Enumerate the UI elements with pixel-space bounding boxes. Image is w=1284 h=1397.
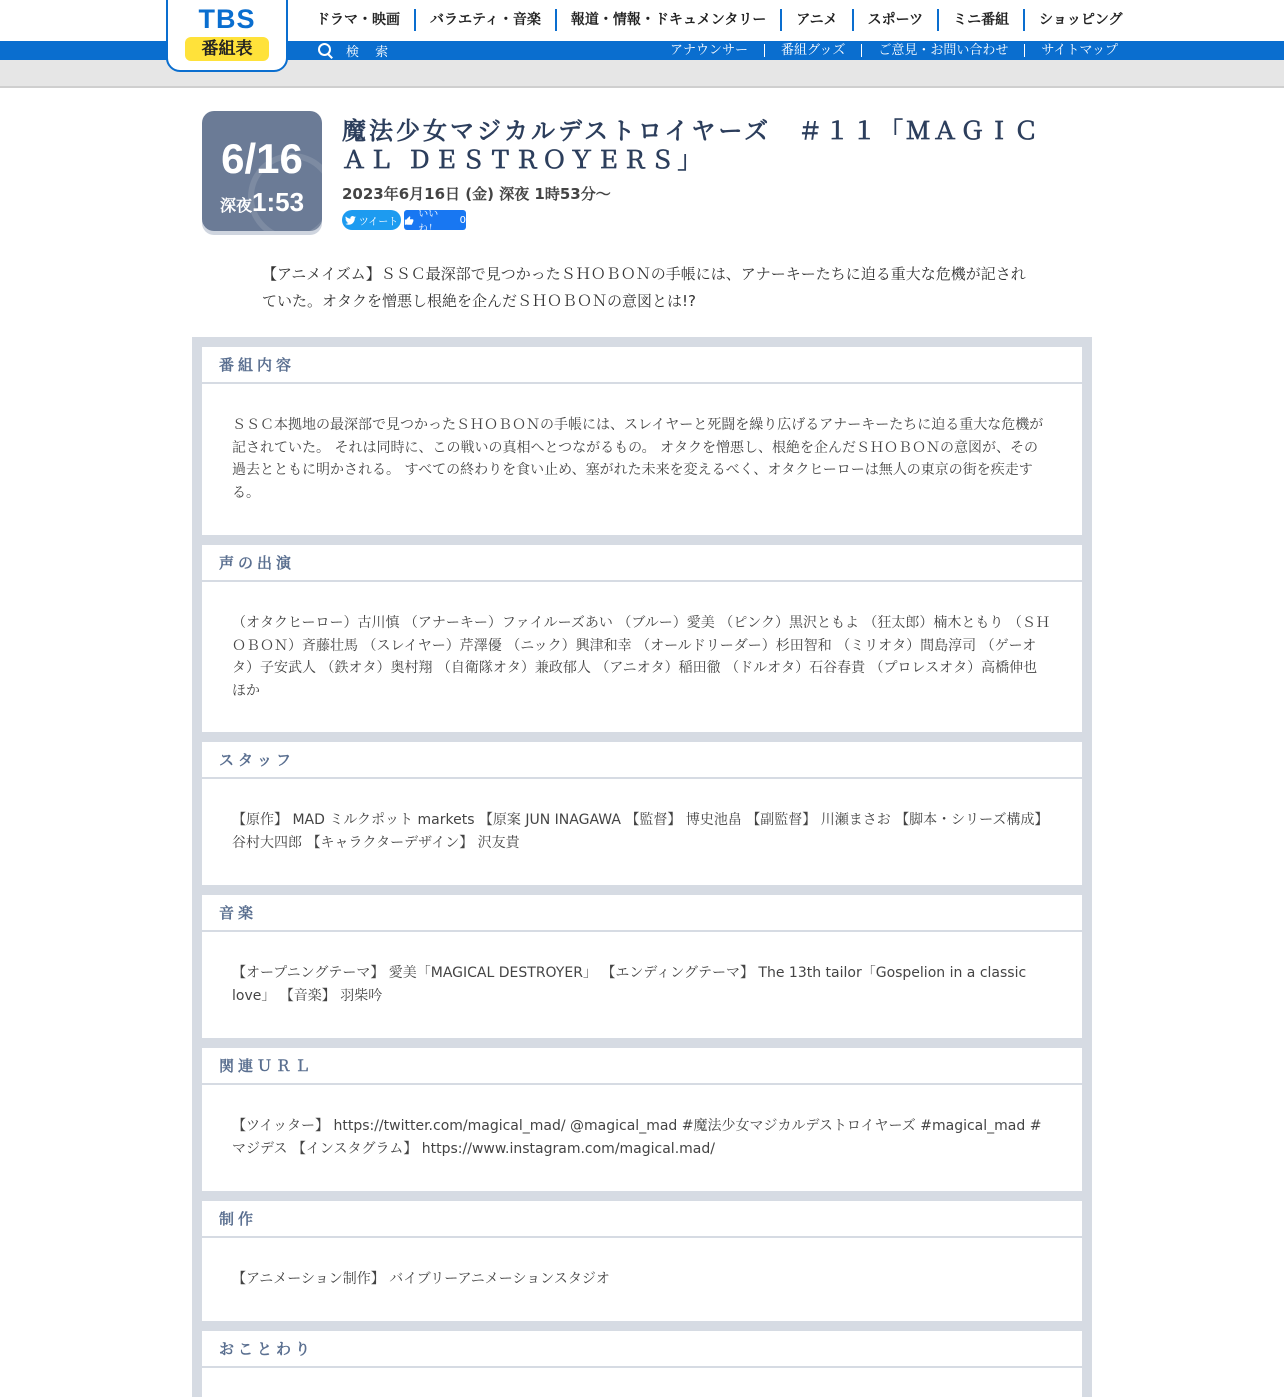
section-production: [202, 1201, 1082, 1321]
section-heading: 関連ＵＲＬ: [202, 1048, 1082, 1085]
nav-sports[interactable]: スポーツ: [852, 9, 937, 31]
nav-anime[interactable]: アニメ: [780, 9, 851, 31]
sub-nav-contact[interactable]: ご意見・お問い合わせ: [861, 44, 1024, 57]
search-icon: [318, 43, 334, 59]
section-related-urls: [202, 1048, 1082, 1191]
search-label: 検 索: [346, 45, 395, 60]
sub-nav-goods[interactable]: 番組グッズ: [764, 44, 861, 57]
nav-news-documentary[interactable]: 報道・情報・ドキュメンタリー: [555, 9, 780, 31]
social-buttons: [342, 209, 466, 235]
search-button[interactable]: [318, 41, 394, 60]
like-count: 0: [459, 214, 466, 226]
section-text: （オタクヒーロー）古川慎 （アナーキー）ファイルーズあい （ブルー）愛美 （ピンク）黒沢ともよ （狂太郎）楠木ともり （ＳＨＯＢＯＮ）斉藤壮馬 （スレイヤー）芹澤優 （ニック）興津和幸 （オールドリーダー）杉田智和 （ミリオタ）間島淳司 （ゲーオタ）子安武人 （鉄オタ）奥村翔 （自衛隊オタ）兼政郁人 （アニオタ）稲田徹 （ドルオタ）石谷春貴 （プロレスオタ）高橋伸也 ほか: [232, 615, 1050, 699]
time-prefix: 深夜: [219, 196, 252, 215]
sub-nav-announcer[interactable]: アナウンサー: [670, 43, 749, 58]
like-label: いいね！: [418, 209, 439, 235]
sub-nav-sitemap[interactable]: サイトマップ: [1024, 44, 1118, 57]
program-datetime: 2023年6月16日 (金) 深夜 1時53分〜: [342, 185, 611, 203]
logo-label: 番組表: [185, 37, 269, 61]
section-program-content: [202, 347, 1082, 535]
like-button[interactable]: [404, 209, 466, 235]
section-heading: 音楽: [202, 895, 1082, 932]
program-summary: 【アニメイズム】ＳＳＣ最深部で見つかったＳＨＯＢＯＮの手帳には、アナーキーたちに迫る重大な危機が記されていた。オタクを憎悪し根絶を企んだＳＨＯＢＯＮの意図とは!?: [262, 265, 1026, 310]
tweet-label: ツイート: [358, 216, 399, 228]
nav-drama-movie[interactable]: ドラマ・映画: [316, 12, 400, 28]
section-text: 【アニメーション制作】 バイブリーアニメーションスタジオ: [232, 1271, 610, 1287]
logo-text: TBS: [198, 4, 256, 34]
program-title: 魔法少女マジカルデストロイヤーズ ＃１１「ＭＡＧＩＣＡＬ ＤＥＳＴＲＯＹＥＲＳ」: [342, 117, 1042, 174]
tweet-button[interactable]: [342, 210, 401, 230]
section-text: 【ツイッター】 https://twitter.com/magical_mad/ @magical_mad #魔法少女マジカルデストロイヤーズ #magical_mad #マジデス 【インスタグラム】 https://www.instagram.com/magical.mad/: [232, 1118, 1042, 1157]
broadcast-time-group: [202, 187, 322, 218]
nav-shopping[interactable]: ショッピング: [1023, 9, 1136, 31]
section-heading: 声の出演: [202, 545, 1082, 582]
section-text: 【原作】 MAD ミルクポット markets 【原案 JUN INAGAWA 【監督】 博史池畠 【副監督】 川瀬まさお 【脚本・シリーズ構成】 谷村大四郎 【キャラクターデザイン】 沢友貴: [232, 812, 1049, 851]
thumbs-up-icon: [404, 215, 414, 226]
section-heading: スタッフ: [202, 742, 1082, 779]
date-badge: [202, 111, 322, 231]
section-heading: 制作: [202, 1201, 1082, 1238]
nav-variety-music[interactable]: バラエティ・音楽: [414, 9, 555, 31]
section-voice-cast: [202, 545, 1082, 732]
broadcast-time: 1:53: [251, 187, 305, 217]
section-staff: [202, 742, 1082, 885]
section-heading: おことわり: [202, 1331, 1082, 1368]
section-text: 【オープニングテーマ】 愛美「MAGICAL DESTROYER」 【エンディングテーマ】 The 13th tailor「Gospelion in a classic love」 【音楽】 羽柴吟: [232, 965, 1027, 1004]
program-details: [192, 337, 1092, 1397]
section-music: [202, 895, 1082, 1038]
main-nav: [302, 9, 1137, 31]
section-heading: 番組内容: [202, 347, 1082, 384]
twitter-bird-icon: [345, 216, 356, 225]
section-text: ＳＳＣ本拠地の最深部で見つかったＳＨＯＢＯＮの手帳には、スレイヤーと死闘を繰り広げるアナーキーたちに迫る重大な危機が記されていた。 それは同時に、この戦いの真相へとつながるもの。 オタクを憎悪し、根絶を企んだＳＨＯＢＯＮの意図が、その過去とともに明かされる。 すべての終わりを食い止め、塞がれた未来を変えるべく、オタクヒーローは無人の東京の街を疾走する。: [232, 417, 1044, 501]
tbs-logo[interactable]: [166, 0, 288, 72]
sub-nav: [654, 41, 1118, 60]
nav-mini-programs[interactable]: ミニ番組: [937, 9, 1023, 31]
section-notice: [202, 1331, 1082, 1397]
broadcast-date: 6/16: [221, 135, 303, 182]
